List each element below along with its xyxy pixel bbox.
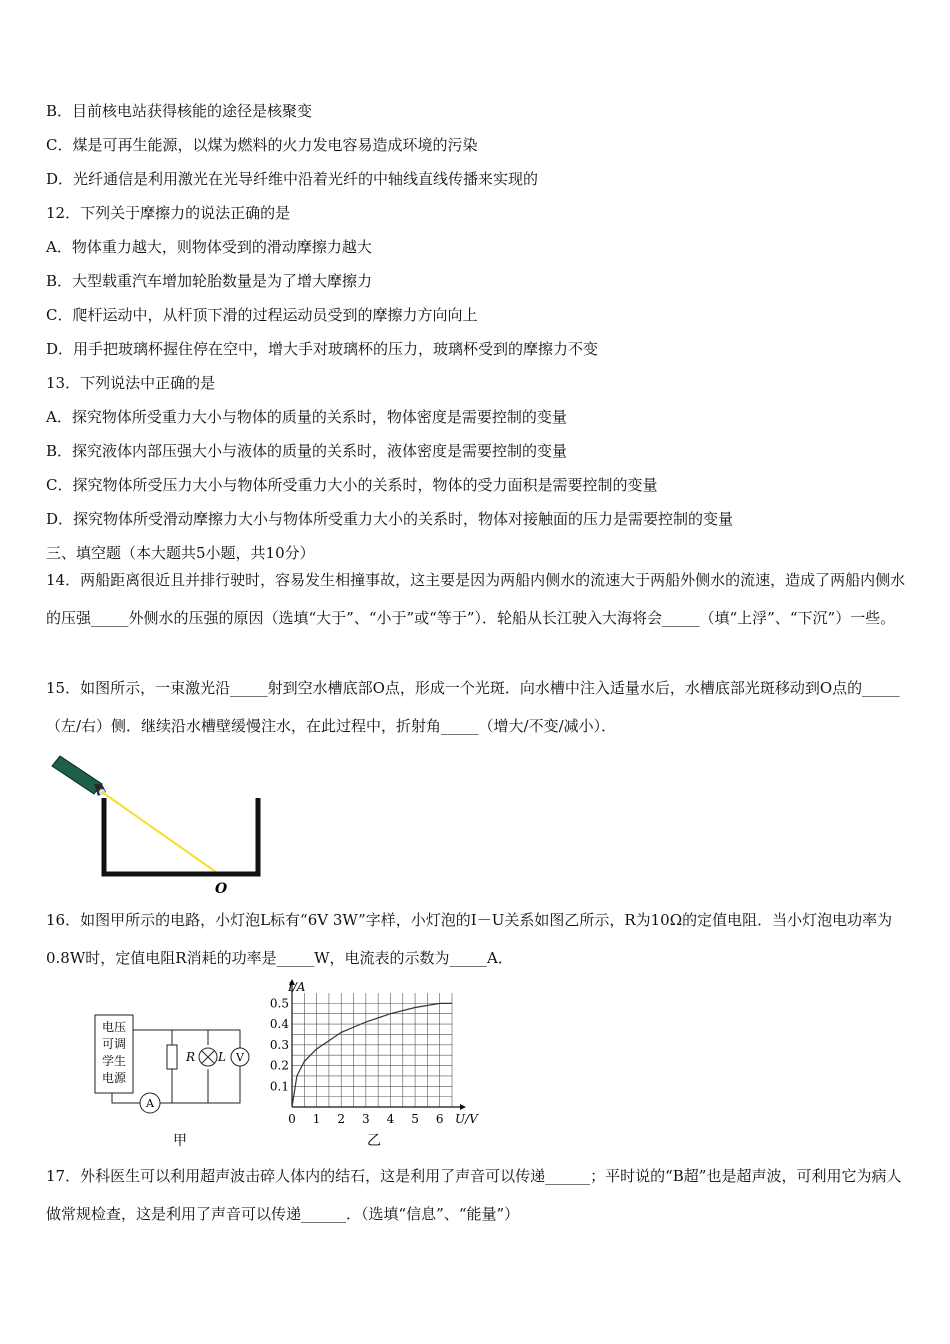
circuit-caption: 甲	[173, 1133, 187, 1149]
q13-option-c: C．探究物体所受压力大小与物体所受重力大小的关系时，物体的受力面积是需要控制的变量	[46, 476, 658, 494]
x-axis-label: U/V	[455, 1112, 478, 1126]
y-axis-label: I/A	[288, 980, 306, 994]
resistor-symbol	[167, 1045, 177, 1069]
q12-option-d: D．用手把玻璃杯握住停在空中，增大手对玻璃杯的压力，玻璃杯受到的摩擦力不变	[46, 340, 599, 358]
laser-pointer-icon	[52, 756, 106, 796]
x-tick-label: 5	[411, 1112, 419, 1126]
chart-caption: 乙	[367, 1133, 381, 1149]
question-17: 17．外科医生可以利用超声波击碎人体内的结石，这是利用了声音可以传递______；平时说的“B超”也是超声波，可利用它为病人做常规检查，这是利用了声音可以传递______．（选填“信息”、“能量”）	[46, 1167, 902, 1223]
power-source-label-2: 可调	[101, 1037, 127, 1051]
y-tick-label: 0.4	[269, 1017, 289, 1032]
option-d-line: D．光纤通信是利用激光在光导纤维中沿着光纤的中轴线直线传播来实现的	[46, 170, 539, 188]
y-tick-label: 0.2	[269, 1058, 289, 1073]
iu-chart	[262, 975, 494, 1150]
q12-option-a: A．物体重力越大，则物体受到的滑动摩擦力越大	[46, 238, 372, 256]
power-source-label-4: 电源	[101, 1071, 127, 1085]
lamp-icon	[199, 1048, 217, 1066]
y-tick-label: 0.3	[269, 1037, 289, 1052]
x-tick-label: 6	[435, 1112, 444, 1126]
question-15: 15．如图所示，一束激光沿_____射到空水槽底部O点，形成一个光斑．向水槽中注入适量水后，水槽底部光斑移动到O点的_____（左/右）侧．继续沿水槽壁缓慢注水，在此过程中，折射角_____（增大/不变/减小）．	[46, 679, 900, 735]
y-tick-label: 0.1	[269, 1079, 289, 1094]
q12-option-c: C．爬杆运动中，从杆顶下滑的过程运动员受到的摩擦力方向向上	[46, 306, 478, 324]
question-13: 13．下列说法中正确的是	[46, 374, 216, 392]
lamp-label: L	[218, 1050, 226, 1064]
q13-option-d: D．探究物体所受滑动摩擦力大小与物体所受重力大小的关系时，物体对接触面的压力是需要控制的变量	[46, 510, 734, 528]
x-tick-label: 4	[386, 1112, 395, 1126]
option-b-line: B．目前核电站获得核能的途径是核聚变	[46, 102, 313, 120]
voltmeter-label: V	[236, 1051, 244, 1064]
q13-option-b: B．探究液体内部压强大小与液体的质量的关系时，液体密度是需要控制的变量	[46, 442, 568, 460]
question-12: 12．下列关于摩擦力的说法正确的是	[46, 204, 291, 222]
option-c-line: C．煤是可再生能源，以煤为燃料的火力发电容易造成环境的污染	[46, 136, 478, 154]
question-16: 16．如图甲所示的电路，小灯泡L标有“6V 3W”字样，小灯泡的I－U关系如图乙所示，R为10Ω的定值电阻．当小灯泡电功率为0.8W时，定值电阻R消耗的功率是_____W，电流表的示数为_____A．	[46, 911, 893, 967]
q13-option-a: A．探究物体所受重力大小与物体的质量的关系时，物体密度是需要控制的变量	[46, 408, 567, 426]
laser-beam	[102, 792, 216, 872]
x-tick-label: 1	[312, 1112, 321, 1126]
x-tick-label: 3	[362, 1112, 370, 1126]
power-source-label-3: 学生	[101, 1054, 127, 1068]
y-tick-label: 0.5	[269, 996, 289, 1011]
circuit-diagram	[90, 995, 260, 1150]
power-source-label-1: 电压	[101, 1020, 127, 1034]
laser-tank-figure	[46, 750, 276, 898]
x-tick-label: 2	[337, 1112, 346, 1126]
ammeter-label: A	[146, 1097, 154, 1110]
resistor-label: R	[186, 1050, 196, 1064]
question-14: 14．两船距离很近且并排行驶时，容易发生相撞事故，这主要是因为两船内侧水的流速大于两船外侧水的流速，造成了两船内侧水的压强_____外侧水的压强的原因（选填“大于”、“小于”或“等于”）．轮船从长江驶入大海将会_____（填“上浮”、“下沉”）一些。	[46, 571, 906, 627]
section-3-heading: 三、填空题（本大题共5小题，共10分）	[46, 544, 315, 562]
point-o-label: O	[215, 881, 228, 897]
x-axis-arrow	[460, 1104, 466, 1110]
x-tick-label: 0	[288, 1112, 296, 1126]
q12-option-b: B．大型载重汽车增加轮胎数量是为了增大摩擦力	[46, 272, 373, 290]
